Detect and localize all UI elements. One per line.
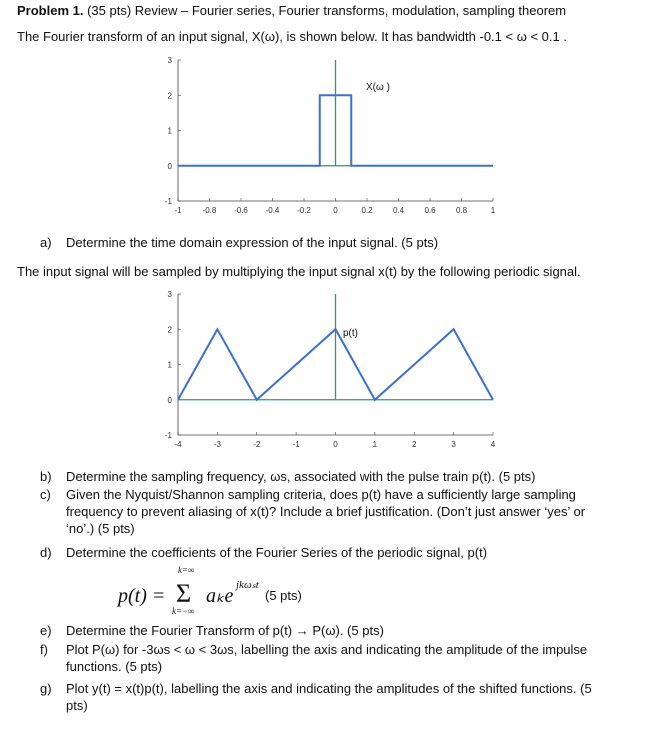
series-label: p(t) xyxy=(343,328,358,339)
x-tick-label: 0 xyxy=(333,206,338,215)
question-c-label: c) xyxy=(40,487,51,502)
y-tick-label: 3 xyxy=(167,56,172,65)
y-tick-label: -1 xyxy=(164,431,172,440)
x-tick-label: -0.8 xyxy=(202,206,217,215)
question-e-text: Determine the Fourier Transform of p(t) → P(ω). (5 pts) xyxy=(66,623,384,638)
x-tick-label: -0.2 xyxy=(297,206,311,215)
x-tick-label: 0.8 xyxy=(455,206,468,215)
formula-term: aₖe xyxy=(206,585,234,607)
x-tick-label: 0 xyxy=(333,440,338,449)
x-tick-label: 2 xyxy=(412,440,417,449)
formula-exponent: jkωₛt xyxy=(236,579,259,591)
y-tick-label: 0 xyxy=(167,161,172,171)
x-tick-label: -3 xyxy=(213,440,221,449)
formula-points: (5 pts) xyxy=(265,588,302,603)
formula-sigma: Σ xyxy=(176,579,192,608)
x-tick-label: -1 xyxy=(174,206,182,215)
x-tick-label: 0.2 xyxy=(361,206,373,215)
question-a-label: a) xyxy=(40,235,52,250)
problem-intro: The Fourier transform of an input signal, X(ω), is shown below. It has bandwidth -0.1 < ω < 0.1 . xyxy=(17,29,567,44)
x-tick-label: 0.4 xyxy=(392,206,405,215)
formula-lhs: p(t) = xyxy=(118,585,166,607)
question-d-text: Determine the coefficients of the Fourier Series of the periodic signal, p(t) xyxy=(66,545,488,560)
x-tick-label: -2 xyxy=(253,440,261,449)
series-label: X(ω ) xyxy=(366,82,390,93)
x-tick-label: 3 xyxy=(451,440,456,449)
question-f xyxy=(40,641,630,675)
y-tick-label: 3 xyxy=(167,290,172,299)
formula-top-limit: k=∞ xyxy=(178,565,195,575)
x-tick-label: 0.6 xyxy=(424,206,436,215)
sampling-intro: The input signal will be sampled by multiplying the input signal x(t) by the following periodic signal. xyxy=(17,264,581,279)
x-tick-label: -1 xyxy=(292,440,300,449)
question-d-label: d) xyxy=(40,545,52,560)
problem-number: Problem 1. xyxy=(17,3,84,18)
x-tick-label: -0.6 xyxy=(234,206,248,215)
y-tick-label: 2 xyxy=(167,325,172,335)
question-e-label: e) xyxy=(40,623,52,638)
x-tick-label: -4 xyxy=(174,440,182,449)
y-tick-label: 0 xyxy=(167,395,172,405)
x-tick-label: 4 xyxy=(490,440,496,449)
question-f-label: f) xyxy=(40,642,48,657)
question-g xyxy=(40,680,630,714)
question-b-text: Determine the sampling frequency, ωs, associated with the pulse train p(t). (5 pts) xyxy=(66,469,536,484)
question-f-text: Plot P(ω) for -3ωs < ω < 3ωs, labelling the axis and indicating the amplitude of the impulse functions. (5 pts) xyxy=(66,642,588,674)
y-tick-label: 1 xyxy=(167,360,172,370)
problem-title-text: (35 pts) Review – Fourier series, Fourier transforms, modulation, sampling theorem xyxy=(87,3,567,18)
question-g-label: g) xyxy=(40,681,52,696)
y-tick-label: 2 xyxy=(167,91,172,101)
x-tick-label: 1 xyxy=(372,440,378,449)
formula-bottom-limit: k=−∞ xyxy=(172,606,195,616)
question-a-text: Determine the time domain expression of the input signal. (5 pts) xyxy=(66,235,439,250)
y-tick-label: -1 xyxy=(164,197,172,206)
x-tick-label: 1 xyxy=(490,206,496,215)
x-tick-label: -0.4 xyxy=(265,206,280,215)
y-tick-label: 1 xyxy=(167,126,172,136)
question-b-label: b) xyxy=(40,469,52,484)
question-g-text: Plot y(t) = x(t)p(t), labelling the axis and indicating the amplitudes of the shifted functions. (5 pts) xyxy=(66,681,592,713)
question-e xyxy=(40,622,630,639)
question-c-text: Given the Nyquist/Shannon sampling criteria, does p(t) have a sufficiently large sampling frequency to prevent aliasing of x(t)? Include a brief justification. (Don’t just answer ‘yes’ or ‘no’.) (5 pts) xyxy=(66,487,586,536)
